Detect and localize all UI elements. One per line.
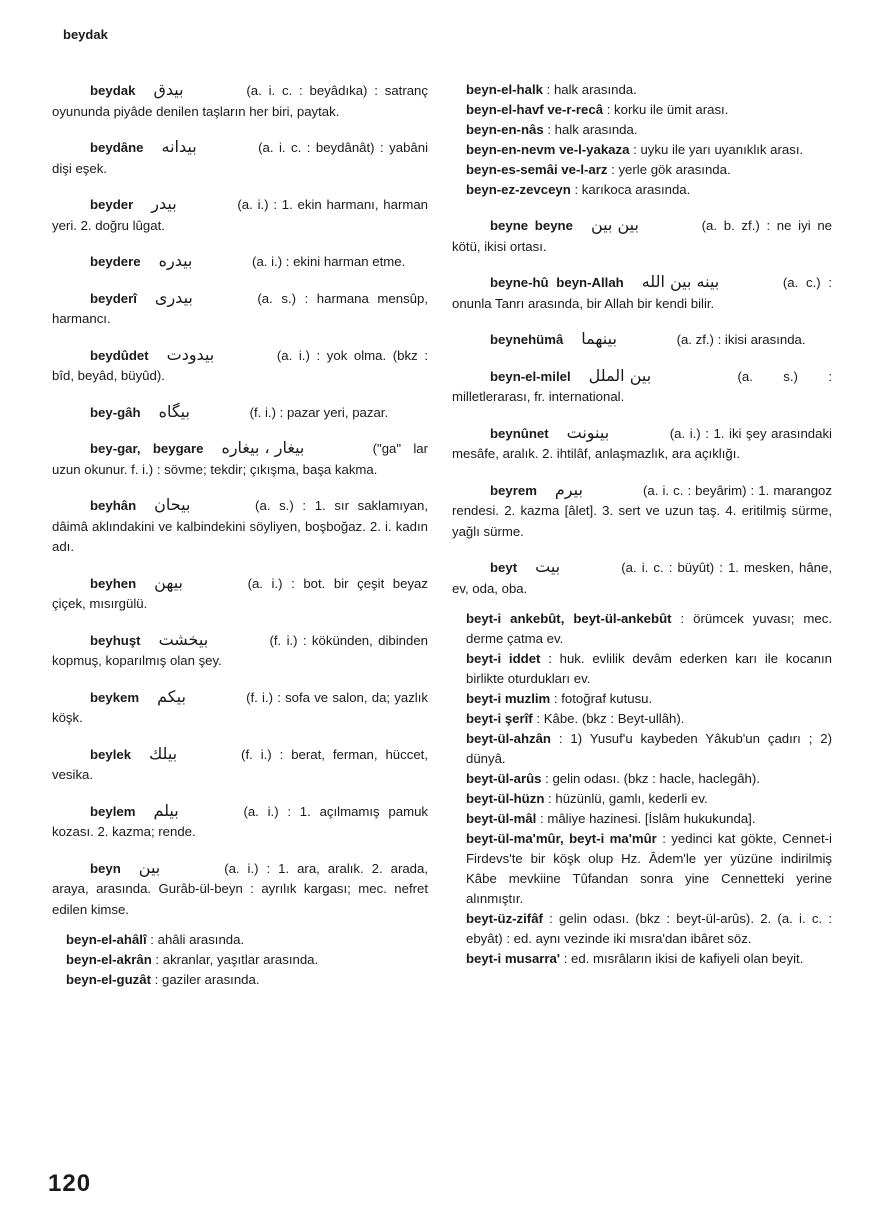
definition: (a. i. c. : beydânât) : yabâni dişi eşek. <box>52 140 428 176</box>
headword: beyn-en-nâs <box>466 122 544 137</box>
arabic-script: بين <box>138 857 161 877</box>
dictionary-entry <box>452 215 832 257</box>
sub-entry <box>452 120 832 140</box>
definition: (a. i. c. : büyût) : 1. mesken, hâne, ev, oda, oba. <box>452 560 832 596</box>
dictionary-entry <box>52 251 428 273</box>
headword: beyt-ül-ahzân <box>466 731 551 746</box>
definition: (a. i. c. : beyâdıka) : satranç oyununda piyâde denilen taşların her biri, paytak. <box>52 83 428 119</box>
sub-entry <box>452 809 832 829</box>
definition: (a. c.) : onunla Tanrı arasında, bir Allah bir kendi bilir. <box>452 275 832 311</box>
page-number: 120 <box>48 1170 92 1197</box>
arabic-script: بين الملل <box>588 365 652 385</box>
headword: beyhen <box>90 575 137 591</box>
dictionary-entry <box>52 345 428 387</box>
definition: : hüzünlü, gamlı, kederli ev. <box>544 791 708 806</box>
headword: beydere <box>90 254 141 269</box>
dictionary-entry <box>452 480 832 543</box>
dictionary-entry <box>52 687 428 729</box>
headword: beydâne <box>90 140 144 155</box>
definition: : huk. evlilik devâm ederken karı ile kocanın birlikte oturdukları ev. <box>466 651 832 686</box>
headword: beyhuşt <box>90 632 141 648</box>
definition: : korku ile ümit arası. <box>603 102 729 117</box>
dictionary-entry <box>52 288 428 330</box>
sub-entry <box>452 909 832 949</box>
headword: beyrem <box>490 482 537 498</box>
headword: bey-gâh <box>90 404 141 420</box>
definition: : gelin odası. (bkz : hacle, haclegâh). <box>541 771 760 786</box>
arabic-script: بيدره <box>158 251 193 270</box>
definition: : yerle gök arasında. <box>607 162 731 177</box>
definition: (f. i.) : kökünden, dibinden kopmuş, koparılmış olan şey. <box>52 632 428 668</box>
arabic-script: بيدر <box>151 194 177 213</box>
headword: beyt-i şerîf <box>466 711 533 726</box>
definition: : yedinci kat gökte, Cennet-i Firdevs'te bir köşk olup Hz. Âdem'le yer yüzüne indirilmiş Kâbe mevkiine Tûfandan sonra yine Cennetteki yerine alınmıştır. <box>466 831 832 906</box>
headword: beyt-ül-ma'mûr, beyt-i ma'mûr <box>466 831 657 846</box>
headword: beyder <box>90 197 134 212</box>
headword: beyderî <box>90 290 137 306</box>
arabic-script: بيت <box>535 557 561 576</box>
headword: beyt-üz-zifâf <box>466 911 543 926</box>
definition: (a. i. c. : beyârim) : 1. marangoz rendesi. 2. kazma [âlet]. 3. sert ve uzun taş. 4. eritilmiş sürme, yağlı sürme. <box>452 482 832 539</box>
sub-entry <box>52 930 428 950</box>
dictionary-entry <box>452 329 832 351</box>
arabic-script: بيدق <box>153 80 184 99</box>
definition: : gaziler arasında. <box>151 972 260 987</box>
arabic-script: بينه بين الله <box>641 272 720 291</box>
dictionary-entry <box>52 495 428 558</box>
dictionary-entry <box>452 272 832 314</box>
definition: (f. i.) : pazar yeri, pazar. <box>245 404 389 420</box>
dictionary-entry <box>52 438 428 480</box>
sub-entry <box>452 709 832 729</box>
sub-entry <box>452 829 832 909</box>
arabic-script: بيكم <box>157 686 186 706</box>
sub-entry <box>452 100 832 120</box>
arabic-script: بينونت <box>566 422 610 442</box>
headword: beyn-el-halk <box>466 82 543 97</box>
dictionary-entry <box>52 744 428 786</box>
definition: (a. s.) : harmana mensûp, harmancı. <box>52 290 428 326</box>
definition: : halk arasında. <box>542 82 637 97</box>
definition: (a. b. zf.) : ne iyi ne kötü, ikisi ortası. <box>452 218 832 254</box>
definition: (a. s.) : milletlerarası, fr. international. <box>452 368 832 404</box>
headword: beylem <box>90 803 136 819</box>
arabic-script: بيحان <box>154 495 191 514</box>
sub-entry <box>452 769 832 789</box>
definition: : gelin odası. (bkz : beyt-ül-arûs). 2. (a. i. c. : ebyât) : ed. aynı vezinde iki mısra'dan ibâret söz. <box>466 911 832 946</box>
arabic-script: بيلك <box>149 743 178 763</box>
definition: : halk arasında. <box>543 122 638 137</box>
definition: (a. i.) : 1. ara, aralık. 2. arada, araya, arasında. Gurâb-ül-beyn : ayrılık kargası; mec. nefret edilen kimse. <box>52 860 428 917</box>
definition: (f. i.) : sofa ve salon, da; yazlık köşk. <box>52 689 428 725</box>
definition: : fotoğraf kutusu. <box>550 691 653 706</box>
headword: beyn-el-akrân <box>66 952 152 967</box>
headword: beydak <box>90 83 136 98</box>
headword: beyn-en-nevm ve-l-yakaza <box>466 142 630 157</box>
sub-entry <box>452 160 832 180</box>
definition: : örümcek yuvası; mec. derme çatma ev. <box>466 611 833 646</box>
headword: beyt-i muzlim <box>466 691 551 706</box>
sub-entry <box>452 649 832 689</box>
dictionary-entry <box>52 194 428 236</box>
headword: beylek <box>90 746 132 762</box>
headword: beyhân <box>90 498 137 513</box>
dictionary-entry <box>452 366 832 408</box>
headword: beyn-el-ahâlî <box>66 932 147 947</box>
headword: beyn-el-havf ve-r-recâ <box>466 102 604 117</box>
arabic-script: بيهن <box>154 572 184 592</box>
dictionary-entry <box>52 402 428 424</box>
headword: beyn-el-milel <box>490 368 571 384</box>
definition: : ahâli arasında. <box>146 932 245 947</box>
definition: : ed. mısrâların ikisi de kafiyeli olan beyit. <box>560 951 804 966</box>
headword: beyt-i musarra' <box>466 951 561 966</box>
definition: (a. i.) : ekini harman etme. <box>248 254 406 269</box>
sub-entry <box>452 609 832 649</box>
dictionary-entry <box>52 80 428 122</box>
definition: (a. i.) : bot. bir çeşit beyaz çiçek, mısırgülü. <box>52 575 428 611</box>
dictionary-entry <box>452 423 832 465</box>
headword: beyt-ül-arûs <box>466 771 542 786</box>
arabic-script: بيخشت <box>158 629 209 649</box>
sub-entry <box>452 180 832 200</box>
sub-entry <box>452 140 832 160</box>
definition: (a. i.) : 1. iki şey arasındaki mesâfe, aralık. 2. ihtilâf, anlaşmazlık, ara açıklığı. <box>452 425 832 461</box>
headword: beyne beyne <box>490 218 573 233</box>
definition: (a. s.) : 1. sır saklamıyan, dâimâ aklındakini ve kalbindekini söyliyen, boşboğaz. 2. i. kadın adı. <box>52 498 428 554</box>
definition: : karıkoca arasında. <box>570 182 691 197</box>
arabic-script: بيدودت <box>166 344 215 364</box>
sub-entry <box>52 950 428 970</box>
definition: ("ga" lar uzun okunur. f. i.) : sövme; tekdir; çıkışma, başa kakma. <box>52 441 428 477</box>
running-header: beydak <box>63 27 108 42</box>
dictionary-entry <box>52 801 428 843</box>
headword: beynehümâ <box>490 332 564 347</box>
definition: (a. i.) : 1. ekin harmanı, harman yeri. 2. doğru lûgat. <box>52 197 428 233</box>
definition: : Kâbe. (bkz : Beyt-ullâh). <box>532 711 685 726</box>
headword: beyn-el-guzât <box>66 972 151 987</box>
right-column <box>452 80 832 969</box>
definition: (a. i.) : yok olma. (bkz : bîd, beyâd, büyûd). <box>52 347 428 383</box>
headword: beyn-es-semâi ve-l-arz <box>466 162 608 177</box>
definition: (a. zf.) : ikisi arasında. <box>672 332 806 347</box>
headword: beykem <box>90 689 140 705</box>
definition: (a. i.) : 1. açılmamış pamuk kozası. 2. kazma; rende. <box>52 803 428 839</box>
sub-entry <box>452 80 832 100</box>
headword: beyt-ül-hüzn <box>466 791 545 806</box>
headword: beydûdet <box>90 347 149 363</box>
sub-entry <box>452 949 832 969</box>
definition: : akranlar, yaşıtlar arasında. <box>151 952 319 967</box>
dictionary-entry <box>52 630 428 672</box>
sub-entry <box>452 789 832 809</box>
arabic-script: بيغار ، بيغاره <box>221 438 305 457</box>
dictionary-entry <box>52 137 428 179</box>
headword: beynûnet <box>490 425 549 441</box>
dictionary-entry <box>52 573 428 615</box>
definition: : mâliye hazinesi. [İslâm hukukunda]. <box>536 811 756 826</box>
sub-entry <box>452 689 832 709</box>
arabic-script: بيدرى <box>154 287 193 307</box>
arabic-script: بيدانه <box>161 137 197 156</box>
arabic-script: بيرم <box>554 479 583 499</box>
sub-entry <box>452 729 832 769</box>
headword: beyn <box>90 860 121 876</box>
left-column <box>52 80 428 990</box>
dictionary-entry <box>52 858 428 921</box>
headword: beyt <box>490 560 518 575</box>
arabic-script: بينهما <box>581 329 617 348</box>
arabic-script: بين بين <box>590 215 639 234</box>
headword: beyt-i iddet <box>466 651 541 666</box>
headword: beyt-i ankebût, beyt-ül-ankebût <box>466 611 672 626</box>
headword: beyne-hû beyn-Allah <box>490 275 624 290</box>
headword: beyt-ül-mâl <box>466 811 537 826</box>
headword: beyn-ez-zevceyn <box>466 182 571 197</box>
definition: : 1) Yusuf'u kaybeden Yâkub'un çadırı ; 2) dünyâ. <box>466 731 832 766</box>
definition: (f. i.) : berat, ferman, hüccet, vesika. <box>52 746 428 782</box>
dictionary-entry <box>452 557 832 599</box>
definition: : uyku ile yarı uyanıklık arası. <box>629 142 804 157</box>
sub-entry <box>52 970 428 990</box>
headword: bey-gar, beygare <box>90 441 204 456</box>
arabic-script: بيلم <box>153 800 179 820</box>
arabic-script: بيگاه <box>158 401 190 421</box>
